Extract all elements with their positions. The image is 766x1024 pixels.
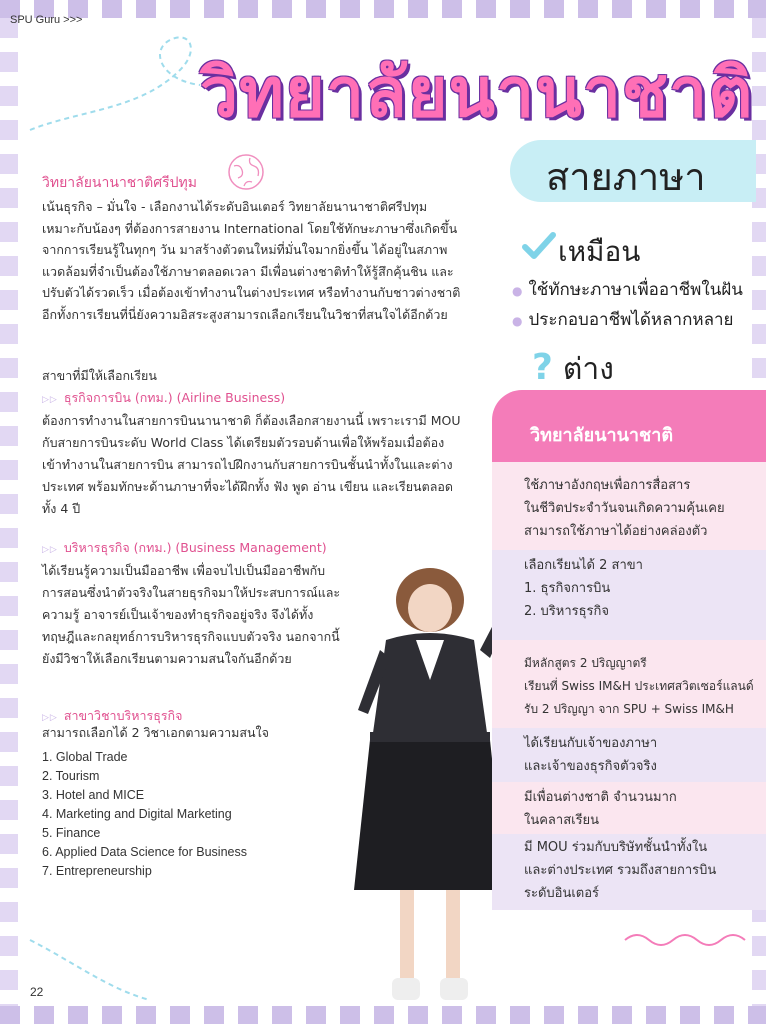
question-icon: ? bbox=[532, 347, 553, 388]
list-item: 4. Marketing and Digital Marketing bbox=[42, 807, 232, 821]
category-pill-label: สายภาษา bbox=[546, 155, 706, 199]
panel-row bbox=[492, 640, 766, 728]
panel-row-line: ได้เรียนกับเจ้าของภาษา bbox=[524, 736, 658, 751]
diff-heading bbox=[532, 346, 614, 393]
electives-list bbox=[42, 748, 247, 881]
panel-row-line: เลือกเรียนได้ 2 สาขา bbox=[524, 558, 643, 573]
panel-row-line: ในคลาสเรียน bbox=[524, 813, 600, 828]
panel-row-line: มีหลักสูตร 2 ปริญญาตรี bbox=[524, 656, 647, 670]
section-title-airline-text: ธุรกิจการบิน (กทม.) (Airline Business) bbox=[63, 390, 286, 405]
section-title-airline bbox=[42, 388, 285, 408]
panel-row-line: สามารถใช้ภาษาได้อย่างคล่องตัว bbox=[524, 524, 708, 539]
bullet-dot-icon: ● bbox=[512, 284, 523, 298]
panel-row bbox=[492, 550, 766, 640]
panel-row bbox=[492, 728, 766, 782]
arrow-icon: ▷▷ bbox=[42, 395, 58, 405]
section-body-business: ได้เรียนรู้ความเป็นมืออาชีพ เพื่อจบไปเป็นมืออาชีพกับการสอนซึ่งนำตัวจริงในสายธุรกิจมาให้ประสบการณ์และความรู้ อาจารย์เป็นเจ้าของทำธุรกิจอยู่จริง จึงได้ทั้งทฤษฎีและกลยุทธ์การบริหารธุรกิจแบบตัวจริง นอกจากนี้ยังมีวิชาให้เลือกเรียนตามความสนใจกันอีกด้วย bbox=[42, 563, 341, 666]
panel-header bbox=[492, 390, 766, 462]
list-item: 5. Finance bbox=[42, 826, 101, 840]
panel-row bbox=[492, 462, 766, 550]
panel-row-line: ในชีวิตประจำวันจนเกิดความคุ้นเคย bbox=[524, 501, 725, 516]
section-title-business bbox=[42, 538, 327, 558]
panel-row-line: มี MOU ร่วมกับบริษัทชั้นนำทั้งใน bbox=[524, 840, 708, 855]
brand-label: SPU Guru >>> bbox=[10, 14, 83, 26]
list-item: 2. Tourism bbox=[42, 769, 100, 783]
same-heading-text: เหมือน bbox=[558, 235, 641, 268]
same-bullet bbox=[512, 276, 743, 303]
panel-row-line: 2. บริหารธุรกิจ bbox=[524, 604, 610, 619]
list-item: 7. Entrepreneurship bbox=[42, 864, 152, 878]
page-title: วิทยาลัยนานาชาติ bbox=[200, 54, 754, 133]
section-body-airline: ต้องการทำงานในสายการบินนานาชาติ ก็ต้องเลือกสายงานนี้ เพราะเรามี MOU กับสายการบินระดับ World Class ได้เตรียมตัวรอบด้านเพื่อให้พร้อมเมื่อต้องเข้าทำงานในสายการบิน สามารถไปฝึกงานกับสายการบินชั้นนำทั้งในและต่างประเทศ พร้อมทักษะด้านภาษาที่จะได้ฝึกทั้ง ฟัง พูด อ่าน เขียน และเรียนตลอดทั้ง 4 ปี bbox=[42, 413, 461, 516]
same-heading bbox=[522, 230, 640, 274]
college-name: วิทยาลัยนานาชาติศรีปทุม bbox=[42, 175, 198, 191]
same-bullet bbox=[512, 306, 734, 333]
list-item: 6. Applied Data Science for Business bbox=[42, 845, 247, 859]
globe-icon bbox=[226, 152, 266, 192]
list-item: 3. Hotel and MICE bbox=[42, 788, 145, 802]
majors-heading: สาขาที่มีให้เลือกเรียน bbox=[42, 368, 157, 383]
panel-row-line: มีเพื่อนต่างชาติ จำนวนมาก bbox=[524, 790, 677, 805]
panel-row-line: 1. ธุรกิจการบิน bbox=[524, 581, 611, 596]
arrow-icon: ▷▷ bbox=[42, 545, 58, 555]
panel-row-line: และเจ้าของธุรกิจตัวจริง bbox=[524, 759, 657, 774]
category-pill bbox=[510, 140, 756, 202]
section-title-management-text: สาขาวิชาบริหารธุรกิจ bbox=[63, 708, 183, 723]
section-body-management: สามารถเลือกได้ 2 วิชาเอกตามความสนใจ bbox=[42, 725, 269, 740]
panel-header-label: วิทยาลัยนานาชาติ bbox=[530, 425, 674, 446]
panel-row bbox=[492, 782, 766, 834]
panel-row-line: และต่างประเทศ รวมถึงสายการบิน bbox=[524, 863, 717, 878]
same-bullet-text: ใช้ทักษะภาษาเพื่ออาชีพในฝัน bbox=[528, 280, 743, 300]
page-number: 22 bbox=[30, 985, 44, 999]
same-bullet-text: ประกอบอาชีพได้หลากหลาย bbox=[528, 310, 734, 330]
list-item: 1. Global Trade bbox=[42, 750, 128, 764]
panel-row-line: ระดับอินเตอร์ bbox=[524, 886, 600, 901]
bullet-dot-icon: ● bbox=[512, 314, 523, 328]
panel-row-line: เรียนที่ Swiss IM&H ประเทศสวิตเซอร์แลนด์ bbox=[524, 679, 754, 693]
panel-row bbox=[492, 834, 766, 910]
panel-row-line: ใช้ภาษาอังกฤษเพื่อการสื่อสาร bbox=[524, 478, 691, 493]
diff-heading-text: ต่าง bbox=[562, 352, 614, 387]
college-intro: เน้นธุรกิจ – มั่นใจ - เลือกงานได้ระดับอินเตอร์ วิทยาลัยนานาชาติศรีปทุม เหมาะกับน้องๆ ที่ต้องการสายงาน International โดยใช้ทักษะภาษาซึ่งเกิดขึ้นจากการเรียนรู้ในทุกๆ วัน มาสร้างตัวตนใหม่ที่มั่นใจมากยิ่งขึ้น ได้อยู่ในสภาพแวดล้อมที่จำเป็นต้องใช้ภาษาตลอดเวลา มีเพื่อนต่างชาติทำให้รู้สึกคุ้นชิน และปรับตัวได้รวดเร็ว เมื่อต้องเข้าทำงานในต่างประเทศ หรือทำงานกับชาวต่างชาติ อีกทั้งการเรียนที่นี่ยังความอิสระสูงสามารถเลือกเรียนในวิชาที่สนใจได้อีกด้วย bbox=[42, 199, 461, 322]
arrow-icon: ▷▷ bbox=[42, 713, 58, 723]
section-title-business-text: บริหารธุรกิจ (กทม.) (Business Management) bbox=[63, 540, 327, 555]
panel-row-line: รับ 2 ปริญญา จาก SPU + Swiss IM&H bbox=[524, 702, 734, 716]
